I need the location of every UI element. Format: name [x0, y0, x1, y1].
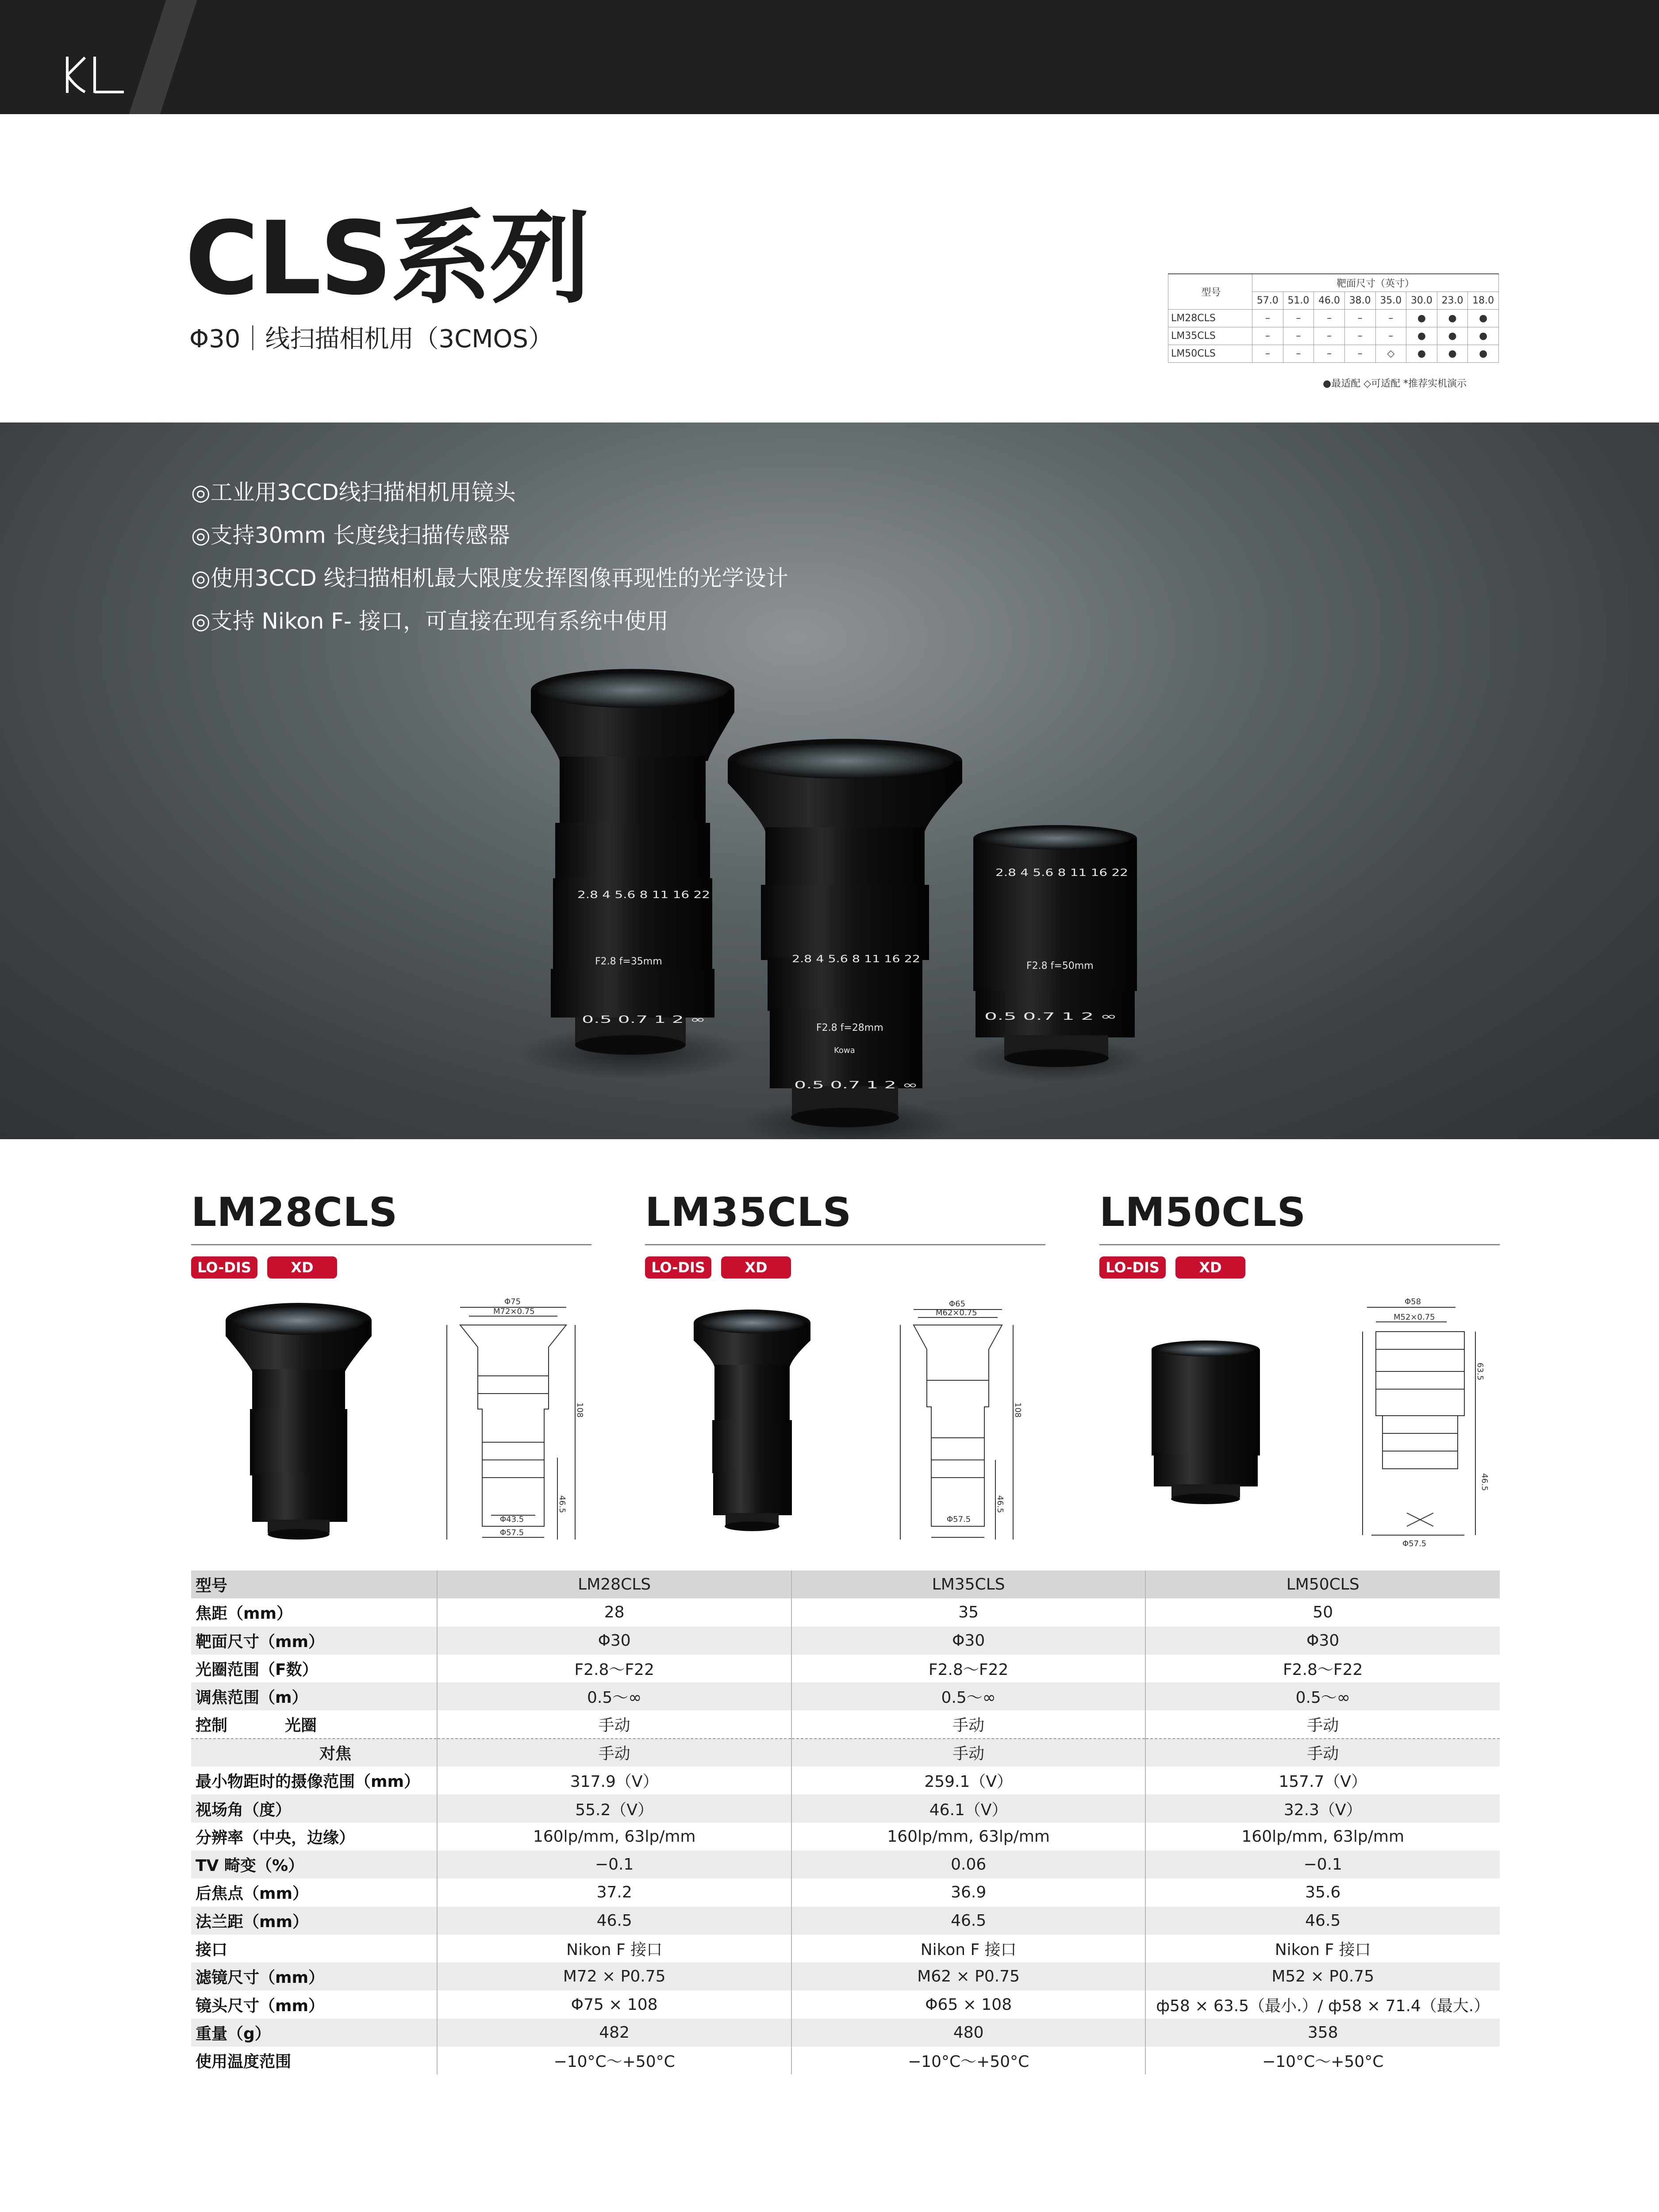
header-slash-decoration [123, 0, 200, 114]
compat-mark: – [1283, 345, 1314, 362]
spec-value: −10°C～+50°C [791, 2047, 1146, 2074]
lm28-dim-diameter: Φ75 [504, 1297, 521, 1306]
feature-item: ◎支持 Nikon F- 接口，可直接在现有系统中使用 [191, 608, 668, 634]
lm50-dim-flange: 46.5 [1480, 1473, 1489, 1491]
product-visuals [0, 1292, 1659, 1566]
spec-label: 视场角（度） [191, 1794, 437, 1822]
compat-mark: – [1375, 309, 1406, 327]
spec-table [191, 1571, 1500, 2074]
lm35-dim-flange: 46.5 [995, 1495, 1005, 1513]
lm50-dim-length: 63.5 [1475, 1363, 1485, 1381]
compat-mark: – [1344, 345, 1375, 362]
product-divider [191, 1244, 591, 1245]
lm35-lens-photo [531, 669, 734, 1055]
lm50-product-photo [1152, 1340, 1260, 1504]
lm50-dim-filter: M52×0.75 [1394, 1313, 1435, 1322]
lm50-focal-mark: F2.8 f=50mm [1026, 960, 1094, 972]
spec-label: 光圈范围（F数） [191, 1655, 437, 1682]
product-divider [1099, 1244, 1500, 1245]
spec-label: 法兰距（mm） [191, 1907, 437, 1935]
spec-label: 使用温度范围 [191, 2047, 437, 2074]
compat-mark: ◇ [1375, 345, 1406, 362]
compat-mark: – [1375, 327, 1406, 345]
spec-row [191, 1598, 1500, 1626]
lm28-aperture-marks: 2.8 4 5.6 8 11 16 22 [792, 954, 920, 965]
spec-value: 358 [1145, 2019, 1500, 2047]
feature-list [191, 471, 788, 643]
spec-sublabel: 对焦 [191, 1739, 437, 1767]
feature-item: ◎使用3CCD 线扫描相机最大限度发挥图像再现性的光学设计 [191, 565, 788, 591]
spec-value: 50 [1313, 1603, 1333, 1622]
spec-value: 0.5～∞ [1145, 1682, 1500, 1710]
spec-row [191, 1794, 1500, 1822]
spec-row [191, 2047, 1500, 2074]
compat-mark: – [1252, 327, 1283, 345]
kl-logo-icon [58, 52, 128, 96]
lm28-dim-rear: Φ43.5 [500, 1515, 524, 1524]
spec-value: −10°C～+50°C [437, 2047, 791, 2074]
lm35-focal-mark: F2.8 f=35mm [595, 956, 662, 967]
spec-label: 靶面尺寸（mm） [191, 1627, 437, 1655]
spec-label: 滤镜尺寸（mm） [191, 1962, 437, 1990]
compat-mark: ● [1406, 327, 1437, 345]
compat-size-header: 46.0 [1314, 292, 1345, 309]
spec-value: 0.06 [791, 1851, 1146, 1878]
spec-row [191, 1990, 1500, 2018]
compat-mark: – [1314, 345, 1345, 362]
spec-value: 32.3（V） [1145, 1794, 1500, 1822]
product-name: LM50CLS [1099, 1189, 1306, 1236]
compat-mark: ● [1468, 327, 1499, 345]
compat-mark: ● [1468, 309, 1499, 327]
compat-size-header: 18.0 [1468, 292, 1499, 309]
compat-mark: ● [1406, 309, 1437, 327]
lodis-badge: LO-DIS [1099, 1256, 1166, 1279]
compat-mark: ● [1437, 345, 1468, 362]
spec-label [191, 1710, 437, 1738]
product-name: LM35CLS [645, 1189, 852, 1236]
lm50-aperture-marks: 2.8 4 5.6 8 11 16 22 [995, 868, 1128, 879]
compat-row [1168, 345, 1499, 362]
spec-value: Φ75 × 108 [437, 1990, 791, 2018]
spec-value: 160lp/mm, 63lp/mm [791, 1823, 1146, 1851]
compat-size-header: 57.0 [1252, 292, 1283, 309]
compat-mark: ● [1437, 327, 1468, 345]
spec-value: 35.6 [1305, 1883, 1341, 1902]
spec-value: M72 × P0.75 [437, 1962, 791, 1990]
compat-mark: – [1344, 309, 1375, 327]
spec-model-header: LM50CLS [1145, 1571, 1500, 1598]
spec-value: −0.1 [437, 1851, 791, 1878]
xd-badge: XD [721, 1256, 791, 1279]
compat-mark: – [1252, 345, 1283, 362]
spec-value: 46.5 [437, 1907, 791, 1935]
sensor-compat-table [1168, 273, 1499, 363]
feature-item: ◎支持30mm 长度线扫描传感器 [191, 522, 510, 548]
compat-size-header: 51.0 [1283, 292, 1314, 309]
spec-value: 46.1（V） [791, 1794, 1146, 1822]
spec-label: 镜头尺寸（mm） [191, 1990, 437, 2018]
lm35-product-photo [694, 1310, 810, 1531]
spec-value: 0.5～∞ [791, 1682, 1146, 1710]
compat-mark: – [1344, 327, 1375, 345]
compat-model: LM35CLS [1168, 327, 1252, 345]
spec-value: 手动 [791, 1710, 1146, 1738]
spec-label: 型号 [191, 1571, 437, 1598]
spec-value: 46.5 [791, 1907, 1146, 1935]
lm50-dim-diameter: Φ58 [1405, 1297, 1421, 1306]
lm50-lens-photo [973, 825, 1137, 1067]
lm28-focal-mark: F2.8 f=28mm [816, 1022, 883, 1033]
spec-row [191, 1655, 1500, 1682]
spec-value: Nikon F 接口 [791, 1935, 1146, 1962]
spec-label: 接口 [191, 1935, 437, 1962]
spec-value: 0.5～∞ [437, 1682, 791, 1710]
spec-label: 调焦范围（m） [191, 1682, 437, 1710]
spec-value: ф58 × 63.5（最小.）/ ф58 × 71.4（最大.） [1156, 1997, 1490, 2015]
spec-row [191, 1962, 1500, 1990]
spec-value: 259.1（V） [791, 1767, 1146, 1794]
spec-row [191, 1907, 1500, 1935]
spec-value: 160lp/mm, 63lp/mm [1241, 1827, 1405, 1846]
spec-value: Nikon F 接口 [437, 1935, 791, 1962]
spec-row [191, 1682, 1500, 1710]
spec-row [191, 1710, 1500, 1738]
spec-value: 46.5 [1145, 1907, 1500, 1935]
spec-value: 手动 [1145, 1710, 1500, 1738]
spec-value: Nikon F 接口 [1275, 1941, 1371, 1959]
product-name: LM28CLS [191, 1189, 398, 1236]
spec-value: 480 [791, 2019, 1146, 2047]
lm28-dim-length: 108 [575, 1402, 584, 1418]
spec-sublabel: 光圈 [285, 1717, 317, 1735]
compat-size-header: 23.0 [1437, 292, 1468, 309]
spec-value: M52 × P0.75 [1145, 1962, 1500, 1990]
compat-row [1168, 309, 1499, 327]
spec-label: 分辨率（中央，边缘） [191, 1823, 437, 1851]
spec-row [191, 2019, 1500, 2047]
lm28-dim-filter: M72×0.75 [493, 1307, 535, 1316]
spec-label: 最小物距时的摄像范围（mm） [191, 1767, 437, 1794]
spec-value: 482 [437, 2019, 791, 2047]
spec-value: M62 × P0.75 [791, 1962, 1146, 1990]
page-title: CLS系列 [185, 200, 589, 317]
spec-value: 手动 [1145, 1739, 1500, 1767]
lm35-dim-mount: Φ57.5 [947, 1515, 971, 1524]
compat-legend: ●最适配 ◇可适配 *推荐实机演示 [1323, 378, 1467, 389]
compat-mark: – [1283, 309, 1314, 327]
spec-model-header: LM35CLS [791, 1571, 1146, 1598]
compat-mark: – [1252, 309, 1283, 327]
lm28-lens-photo [728, 739, 962, 1127]
compat-group-header: 靶面尺寸（英寸） [1252, 274, 1499, 292]
lodis-badge: LO-DIS [645, 1256, 711, 1279]
lm50-dimension-drawing [1363, 1297, 1489, 1548]
spec-value: Φ30 [1145, 1627, 1500, 1655]
spec-value: F2.8～F22 [1283, 1661, 1363, 1679]
compat-mark: – [1314, 309, 1345, 327]
spec-value: 157.7（V） [1279, 1773, 1367, 1791]
lm35-dim-length: 108 [1013, 1402, 1022, 1418]
xd-badge: XD [267, 1256, 337, 1279]
spec-row [191, 1627, 1500, 1655]
spec-row [191, 1823, 1500, 1851]
compat-row [1168, 327, 1499, 345]
spec-label: TV 畸变（%） [191, 1851, 437, 1878]
spec-value: 160lp/mm, 63lp/mm [437, 1823, 791, 1851]
lm35-dim-diameter: Φ65 [949, 1299, 966, 1309]
spec-label: 重量（g） [191, 2019, 437, 2047]
header-bar [0, 0, 1659, 114]
spec-value: F2.8～F22 [791, 1655, 1146, 1682]
spec-row [191, 1851, 1500, 1878]
spec-value: −0.1 [1145, 1851, 1500, 1878]
compat-size-header: 30.0 [1406, 292, 1437, 309]
spec-model-header: LM28CLS [437, 1571, 791, 1598]
spec-header-row [191, 1571, 1500, 1598]
product-divider [645, 1244, 1045, 1245]
hero-photo [0, 422, 1659, 1139]
lm35-distance-marks: 0.5 0.7 1 2 ∞ [582, 1014, 706, 1025]
spec-label: 焦距（mm） [191, 1598, 437, 1626]
spec-value: Φ30 [791, 1627, 1146, 1655]
compat-model: LM50CLS [1168, 345, 1252, 362]
compat-size-header: 38.0 [1344, 292, 1375, 309]
lm35-dimension-drawing [900, 1299, 1022, 1540]
spec-value: 36.9 [791, 1878, 1146, 1906]
spec-row [191, 1739, 1500, 1767]
page-subtitle: Φ30｜线扫描相机用（3CMOS） [189, 325, 553, 353]
spec-value: 手动 [437, 1739, 791, 1767]
spec-value: 手动 [791, 1739, 1146, 1767]
compat-mark: ● [1406, 345, 1437, 362]
compat-mark: – [1314, 327, 1345, 345]
spec-group-label: 控制 [196, 1717, 228, 1735]
spec-value: 35 [791, 1598, 1146, 1626]
compat-mark: ● [1437, 309, 1468, 327]
lm28-distance-marks: 0.5 0.7 1 2 ∞ [794, 1080, 918, 1091]
feature-item: ◎工业用3CCD线扫描相机用镜头 [191, 480, 516, 505]
spec-label: 后焦点（mm） [191, 1878, 437, 1906]
lodis-badge: LO-DIS [191, 1256, 257, 1279]
compat-model: LM28CLS [1168, 309, 1252, 327]
compat-mark: – [1283, 327, 1314, 345]
compat-size-header: 35.0 [1375, 292, 1406, 309]
spec-value: −10°C～+50°C [1262, 2053, 1384, 2071]
lm50-distance-marks: 0.5 0.7 1 2 ∞ [984, 1011, 1117, 1022]
lm28-dimension-drawing [447, 1297, 584, 1540]
spec-value: 手动 [437, 1710, 791, 1738]
spec-value: 37.2 [437, 1878, 791, 1906]
spec-value: Φ30 [437, 1627, 791, 1655]
compat-mark: ● [1468, 345, 1499, 362]
compat-model-header: 型号 [1168, 274, 1252, 309]
xd-badge: XD [1175, 1256, 1245, 1279]
spec-value: F2.8～F22 [437, 1655, 791, 1682]
spec-value: 55.2（V） [437, 1794, 791, 1822]
spec-row [191, 1935, 1500, 1962]
lm35-aperture-marks: 2.8 4 5.6 8 11 16 22 [577, 890, 710, 901]
spec-row [191, 1878, 1500, 1906]
lm28-dim-mount: Φ57.5 [500, 1528, 524, 1537]
lm28-brand-mark: Kowa [834, 1046, 855, 1055]
lm35-dim-filter: M62×0.75 [936, 1308, 977, 1317]
lm28-product-photo [226, 1303, 372, 1540]
spec-value: 317.9（V） [437, 1767, 791, 1794]
lm50-dim-mount: Φ57.5 [1402, 1539, 1427, 1548]
spec-value: Φ65 × 108 [791, 1990, 1146, 2018]
lm28-dim-flange: 46.5 [557, 1495, 567, 1513]
spec-value: 28 [437, 1598, 791, 1626]
spec-row [191, 1767, 1500, 1794]
